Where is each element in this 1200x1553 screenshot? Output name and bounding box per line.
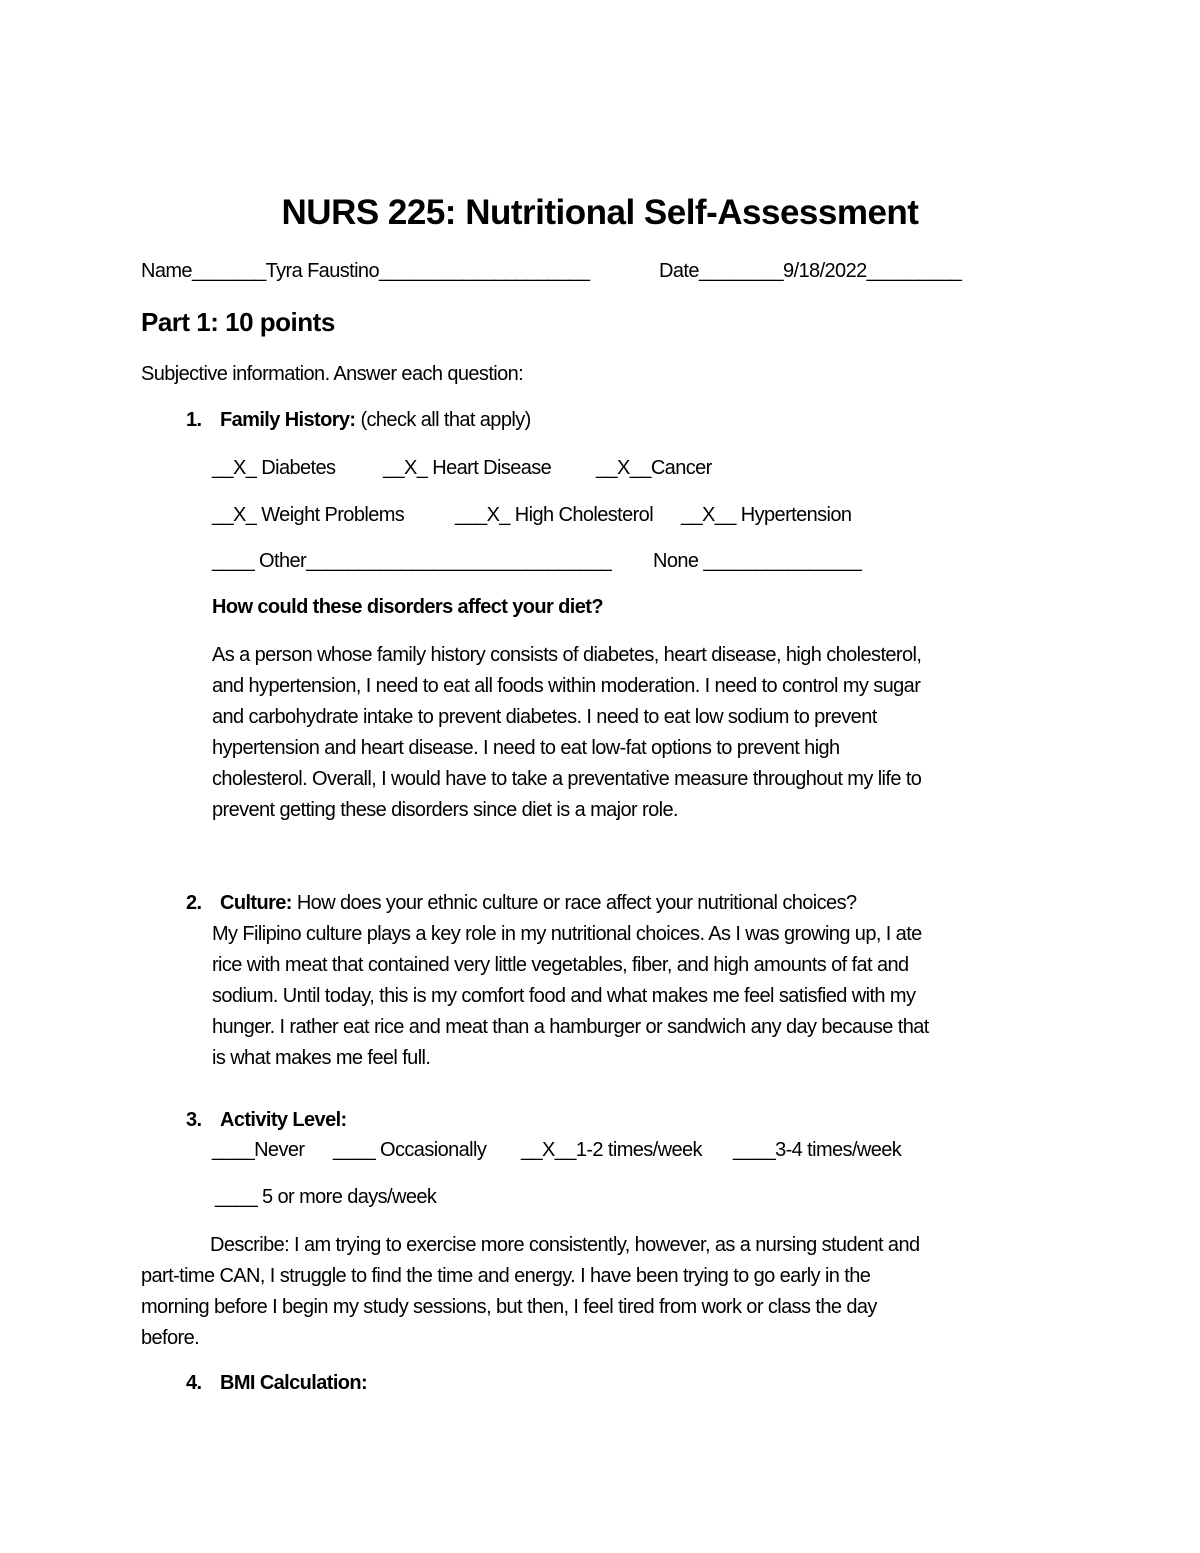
q1-answer-line: As a person whose family history consists of diabetes, heart disease, high cholesterol, [212, 644, 922, 666]
q2-question: How does your ethnic culture or race affect your nutritional choices? [291, 892, 857, 914]
q1-heading [220, 408, 531, 432]
q2-answer-line: sodium. Until today, this is my comfort food and what makes me feel satisfied with my [212, 985, 916, 1007]
q1-answer-line: hypertension and heart disease. I need to eat low-fat options to prevent high [212, 737, 840, 759]
q2-label: Culture: [220, 892, 292, 914]
q1-hint: (check all that apply) [355, 409, 531, 431]
option-diabetes: __X_ Diabetes [212, 457, 336, 479]
date-label: Date [659, 260, 699, 282]
q4-number: 4. [186, 1372, 202, 1394]
q3-label: Activity Level: [220, 1109, 347, 1131]
q1-number: 1. [186, 409, 202, 431]
option-none: None _______________ [653, 550, 862, 572]
q3-describe-line: part-time CAN, I struggle to find the time and energy. I have been trying to go early in the [141, 1265, 871, 1287]
option-never: ____Never [212, 1139, 305, 1161]
q1-question: How could these disorders affect your diet? [212, 596, 603, 618]
date-value: ________9/18/2022_________ [698, 260, 962, 282]
q3-describe-line: morning before I begin my study sessions, but then, I feel tired from work or class the day [141, 1296, 877, 1318]
option-occasionally: ____ Occasionally [333, 1139, 487, 1161]
q1-answer-line: prevent getting these disorders since diet is a major role. [212, 799, 678, 821]
name-field [141, 259, 589, 283]
intro-text: Subjective information. Answer each question: [141, 363, 524, 385]
q3-describe-line: Describe: I am trying to exercise more consistently, however, as a nursing student and [210, 1234, 920, 1256]
option-5-or-more: ____ 5 or more days/week [215, 1186, 437, 1208]
q3-describe-line: before. [141, 1327, 200, 1349]
option-hypertension: __X__ Hypertension [681, 504, 852, 526]
q2-answer-line: hunger. I rather eat rice and meat than a hamburger or sandwich any day because that [212, 1016, 929, 1038]
part-heading: Part 1: 10 points [141, 307, 335, 337]
option-3-4-times: ____3-4 times/week [733, 1139, 902, 1161]
option-cancer: __X__Cancer [596, 457, 712, 479]
option-1-2-times: __X__1-2 times/week [521, 1139, 702, 1161]
name-value: _______Tyra Faustino____________________ [191, 260, 590, 282]
q1-answer-line: cholesterol. Overall, I would have to take a preventative measure throughout my life to [212, 768, 922, 790]
option-weight-problems: __X_ Weight Problems [212, 504, 405, 526]
option-high-cholesterol: ___X_ High Cholesterol [455, 504, 654, 526]
q1-label: Family History: [220, 409, 356, 431]
q1-answer-line: and carbohydrate intake to prevent diabetes. I need to eat low sodium to prevent [212, 706, 877, 728]
option-heart-disease: __X_ Heart Disease [383, 457, 552, 479]
q2-number: 2. [186, 892, 202, 914]
q1-answer-line: and hypertension, I need to eat all foods within moderation. I need to control my sugar [212, 675, 921, 697]
date-field [659, 259, 961, 283]
q2-answer-line: rice with meat that contained very little vegetables, fiber, and high amounts of fat and [212, 954, 909, 976]
q2-heading [220, 891, 857, 915]
q4-label: BMI Calculation: [220, 1372, 368, 1394]
option-other: ____ Other_____________________________ [212, 550, 612, 572]
name-label: Name [141, 260, 192, 282]
page-title: NURS 225: Nutritional Self-Assessment [281, 193, 919, 232]
q2-answer-line: My Filipino culture plays a key role in my nutritional choices. As I was growing up, I ate [212, 923, 922, 945]
q2-answer-line: is what makes me feel full. [212, 1047, 431, 1069]
q3-number: 3. [186, 1109, 202, 1131]
